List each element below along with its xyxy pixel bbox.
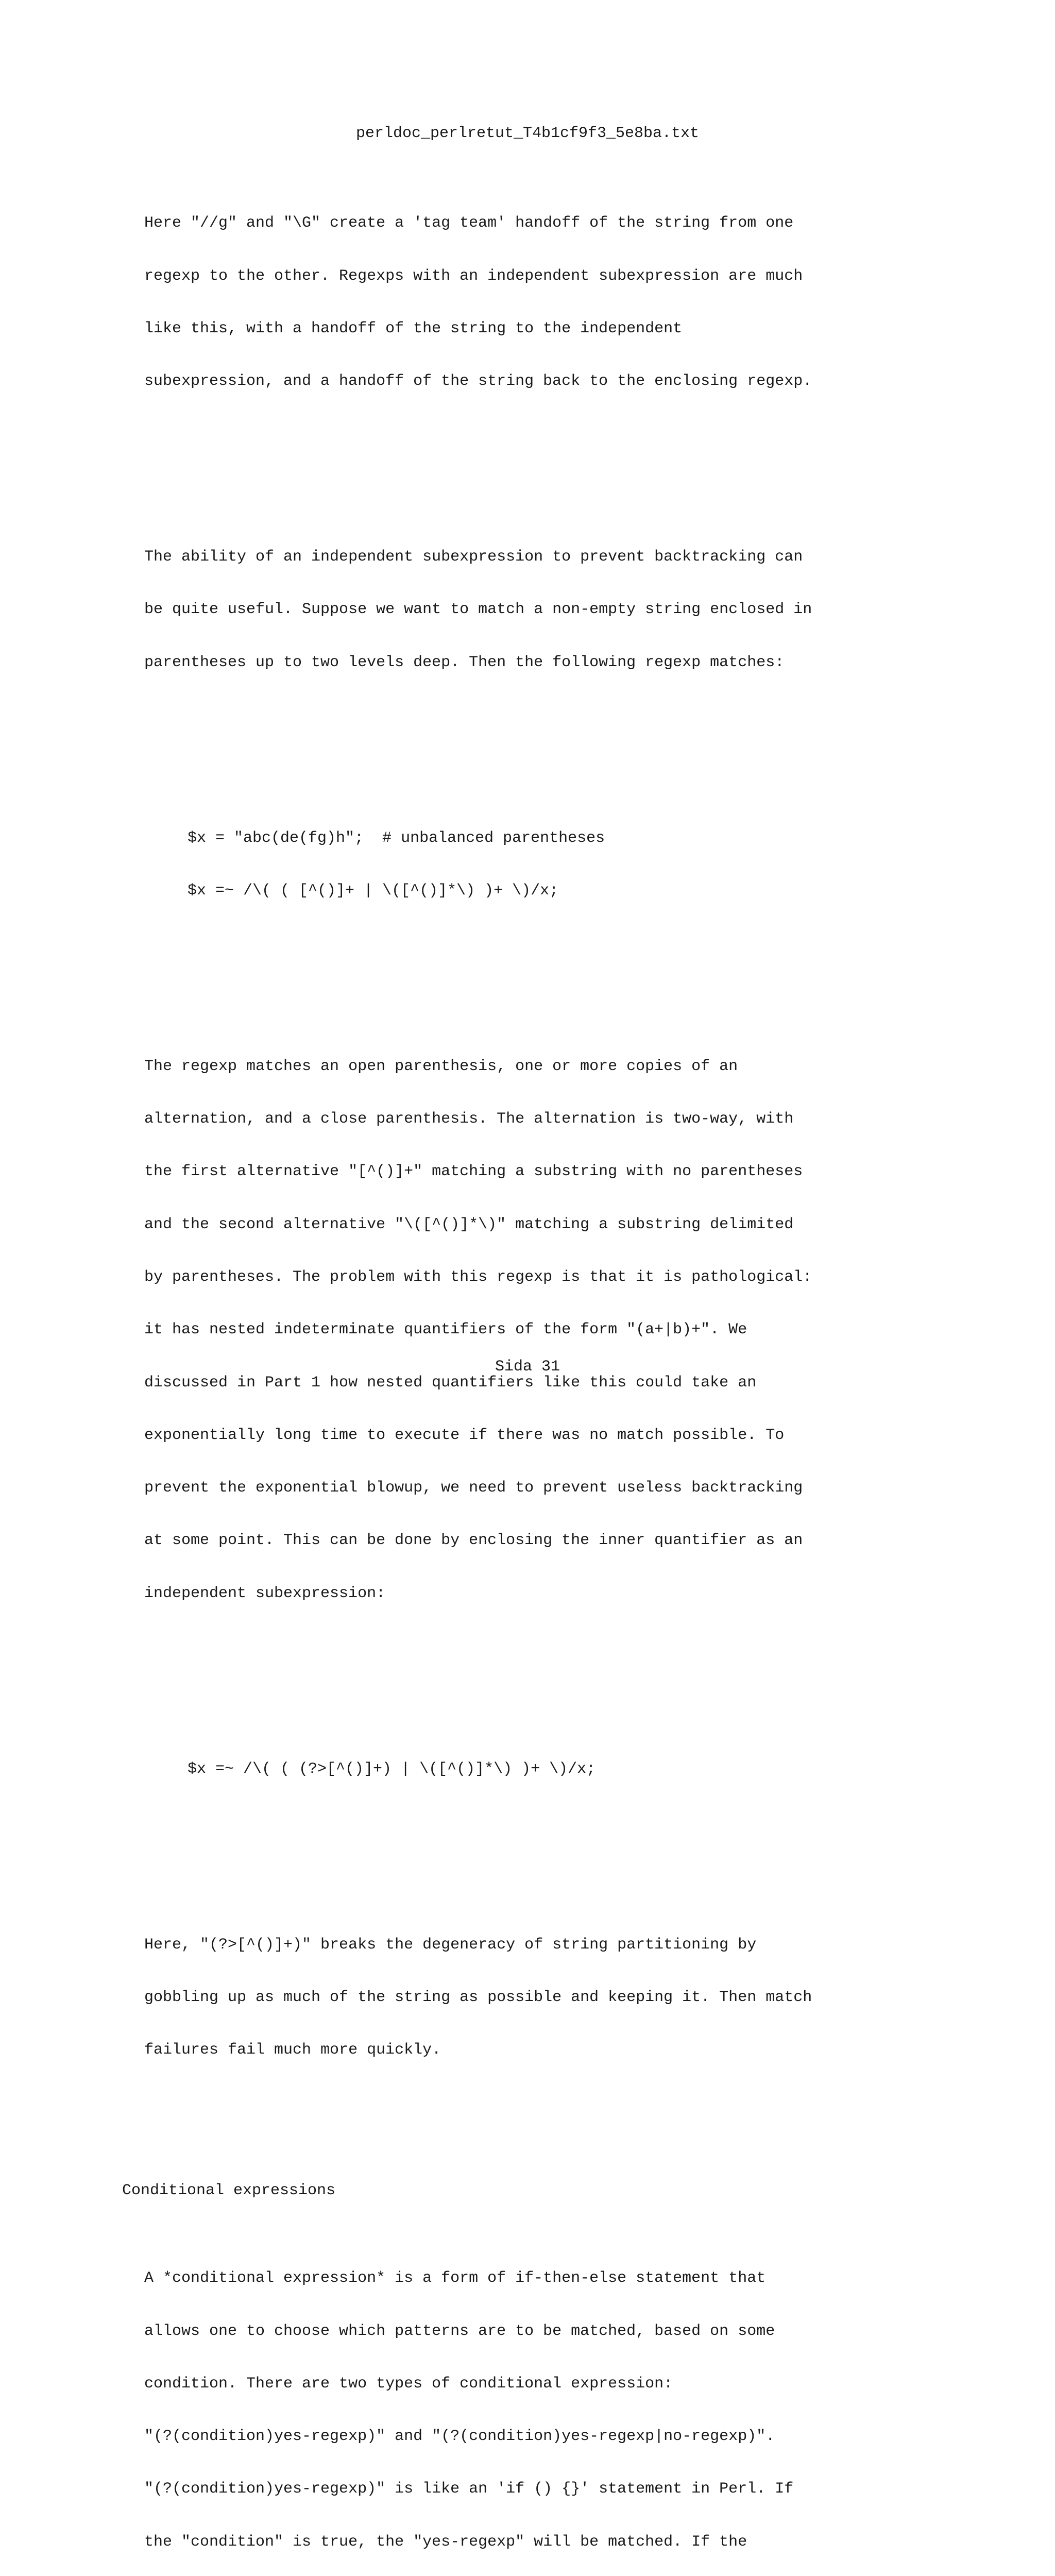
text-line: at some point. This can be done by enclosing the inner quantifier as an	[144, 1532, 803, 1550]
code-block	[122, 794, 812, 935]
page-header-filename: perldoc_perlretut_T4b1cf9f3_5e8ba.txt	[355, 125, 700, 142]
text-line: The regexp matches an open parenthesis, one or more copies of an	[144, 1057, 738, 1075]
text-line: "(?(condition)yes-regexp)" is like an 'if () {}' statement in Perl. If	[144, 2480, 794, 2498]
text-line: by parentheses. The problem with this regexp is that it is pathological:	[144, 1268, 812, 1286]
text-line: the "condition" is true, the "yes-regexp" will be matched. If the	[144, 2533, 747, 2551]
text-line: The ability of an independent subexpression to prevent backtracking can	[144, 548, 803, 566]
text-line: "(?(condition)yes-regexp)" and "(?(condition)yes-regexp|no-regexp)".	[144, 2428, 775, 2446]
text-line: failures fail much more quickly.	[144, 2041, 441, 2059]
paragraph	[122, 513, 812, 706]
code-line: $x = "abc(de(fg)h"; # unbalanced parentheses	[188, 829, 605, 847]
text-line: gobbling up as much of the string as possible and keeping it. Then match	[144, 1988, 812, 2006]
text-line: independent subexpression:	[144, 1584, 386, 1602]
text-line: A *conditional expression* is a form of if-then-else statement that	[144, 2269, 766, 2287]
text-line: Here "//g" and "\G" create a 'tag team' handoff of the string from one	[144, 214, 794, 232]
text-line: allows one to choose which patterns are to be matched, based on some	[144, 2322, 775, 2340]
text-line: like this, with a handoff of the string to the independent	[144, 319, 683, 337]
code-line: $x =~ /\( ( (?>[^()]+) | \([^()]*\) )+ \)/x;	[188, 1760, 596, 1778]
paragraph	[122, 1023, 812, 1637]
text-line: discussed in Part 1 how nested quantifiers like this could take an	[144, 1374, 757, 1392]
code-block	[122, 1725, 812, 1812]
text-line: the first alternative "[^()]+" matching a substring with no parentheses	[144, 1163, 803, 1181]
text-line: condition. There are two types of conditional expression:	[144, 2375, 673, 2393]
code-line: $x =~ /\( ( [^()]+ | \([^()]*\) )+ \)/x;	[188, 882, 559, 900]
page-footer-number: Sida 31	[495, 1358, 560, 1376]
text-line: and the second alternative "\([^()]*\)" matching a substring delimited	[144, 1215, 794, 1233]
text-line: parentheses up to two levels deep. Then the following regexp matches:	[144, 653, 785, 671]
paragraph	[122, 1901, 812, 2094]
text-line: regexp to the other. Regexps with an independent subexpression are much	[144, 267, 803, 285]
section-heading: Conditional expressions	[122, 2181, 336, 2199]
text-line: be quite useful. Suppose we want to match a non-empty string enclosed in	[144, 601, 812, 619]
text-line: subexpression, and a handoff of the string back to the enclosing regexp.	[144, 372, 812, 391]
text-line: it has nested indeterminate quantifiers of the form "(a+|b)+". We	[144, 1321, 747, 1339]
text-line: prevent the exponential blowup, we need to prevent useless backtracking	[144, 1479, 803, 1497]
text-line: Here, "(?>[^()]+)" breaks the degeneracy of string partitioning by	[144, 1936, 757, 1954]
paragraph	[122, 2234, 812, 2576]
text-line: exponentially long time to execute if there was no match possible. To	[144, 1426, 785, 1444]
paragraph	[122, 179, 812, 425]
text-line: alternation, and a close parenthesis. The alternation is two-way, with	[144, 1110, 794, 1128]
